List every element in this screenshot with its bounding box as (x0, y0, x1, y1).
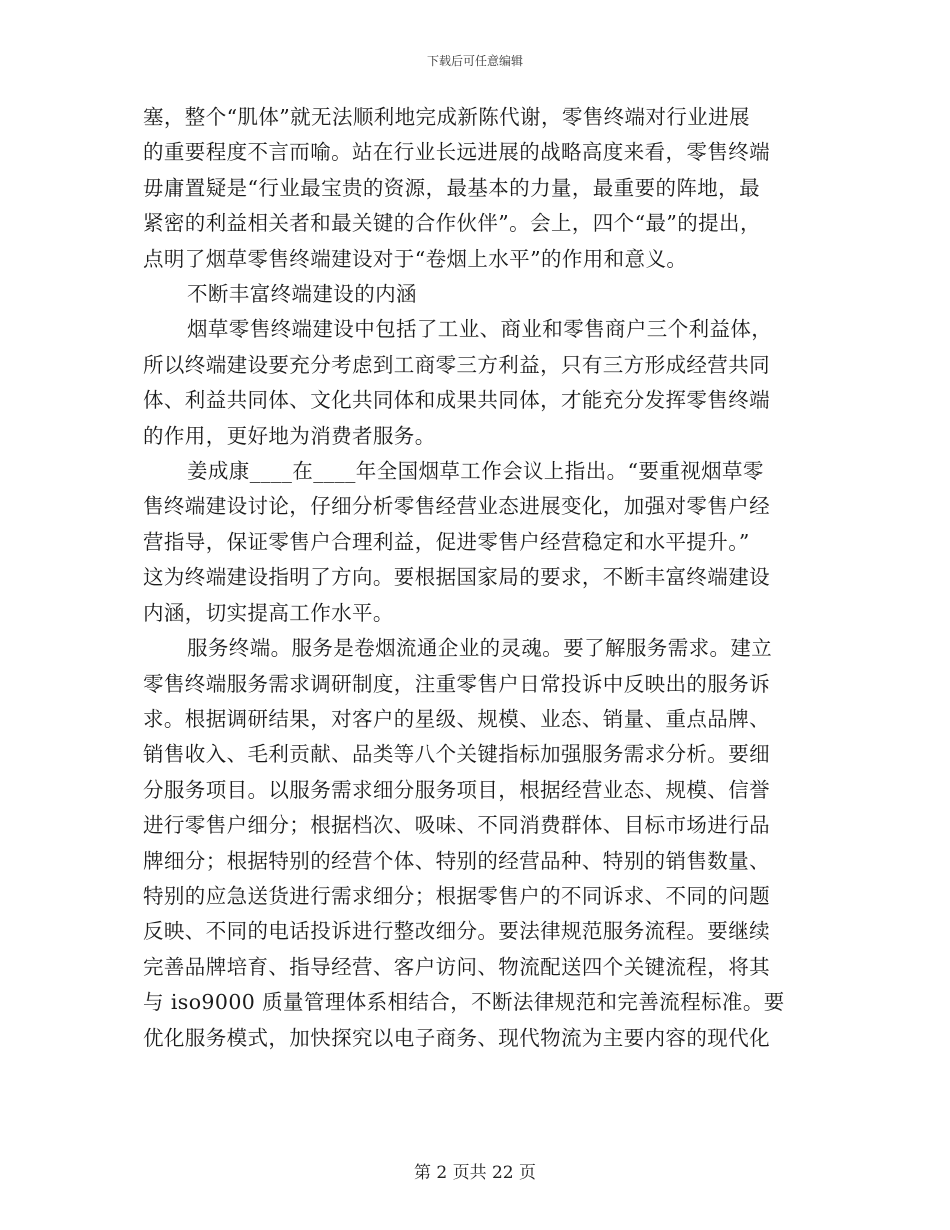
text-line: 反映、不同的电话投诉进行整改细分。要法律规范服务流程。要继续 (143, 919, 770, 944)
text-line: 完善品牌培育、指导经营、客户访问、物流配送四个关键流程，将其 (143, 954, 770, 979)
page-header: 下载后可任意编辑 (426, 54, 523, 68)
text-line: 求。根据调研结果，对客户的星级、规模、业态、销量、重点品牌、 (143, 706, 770, 731)
text-line: 牌细分；根据特别的经营个体、特别的经营品种、特别的销售数量、 (143, 848, 770, 873)
text-line: 体、利益共同体、文化共同体和成果共同体，才能充分发挥零售终端 (143, 388, 770, 413)
text-line: 优化服务模式，加快探究以电子商务、现代物流为主要内容的现代化 (143, 1025, 770, 1050)
text-line: 特别的应急送货进行需求细分；根据零售户的不同诉求、不同的问题 (143, 883, 770, 908)
text-line: 紧密的利益相关者和最关键的合作伙伴”。会上，四个“最”的提出， (143, 211, 761, 236)
text-line: 零售终端服务需求调研制度，注重零售户日常投诉中反映出的服务诉 (143, 671, 770, 696)
text-line: 毋庸置疑是“行业最宝贵的资源，最基本的力量，最重要的阵地，最 (143, 175, 760, 200)
document-body (143, 100, 793, 1056)
text-line: 与 iso9000 质量管理体系相结合，不断法律规范和完善流程标准。要 (143, 990, 785, 1015)
text-line: 不断丰富终端建设的内涵 (187, 282, 417, 307)
text-line: 姜成康____在____年全国烟草工作会议上指出。“要重视烟草零 (187, 459, 764, 484)
text-line: 服务终端。服务是卷烟流通企业的灵魂。要了解服务需求。建立 (187, 636, 773, 661)
text-line: 的作用，更好地为消费者服务。 (143, 423, 436, 448)
page-number: 第 2 页共 22 页 (413, 1163, 537, 1183)
text-line: 营指导，保证零售户合理利益，促进零售户经营稳定和水平提升。” (143, 529, 750, 554)
text-line: 烟草零售终端建设中包括了工业、商业和零售商户三个利益体， (187, 317, 773, 342)
text-line: 内涵，切实提高工作水平。 (143, 600, 394, 625)
text-line: 售终端建设讨论，仔细分析零售经营业态进展变化，加强对零售户经 (143, 494, 770, 519)
text-line: 所以终端建设要充分考虑到工商零三方利益，只有三方形成经营共同 (143, 352, 770, 377)
text-line: 进行零售户细分；根据档次、吸味、不同消费群体、目标市场进行品 (143, 813, 770, 838)
text-line: 销售收入、毛利贡献、品类等八个关键指标加强服务需求分析。要细 (143, 742, 770, 767)
text-line: 塞，整个“肌体”就无法顺利地完成新陈代谢，零售终端对行业进展 (143, 105, 750, 129)
text-line: 的重要程度不言而喻。站在行业长远进展的战略高度来看，零售终端 (143, 140, 770, 165)
text-line: 分服务项目。以服务需求细分服务项目，根据经营业态、规模、信誉 (143, 777, 770, 802)
text-line: 点明了烟草零售终端建设对于“卷烟上水平”的作用和意义。 (143, 246, 688, 271)
text-line: 这为终端建设指明了方向。要根据国家局的要求，不断丰富终端建设 (143, 565, 770, 590)
